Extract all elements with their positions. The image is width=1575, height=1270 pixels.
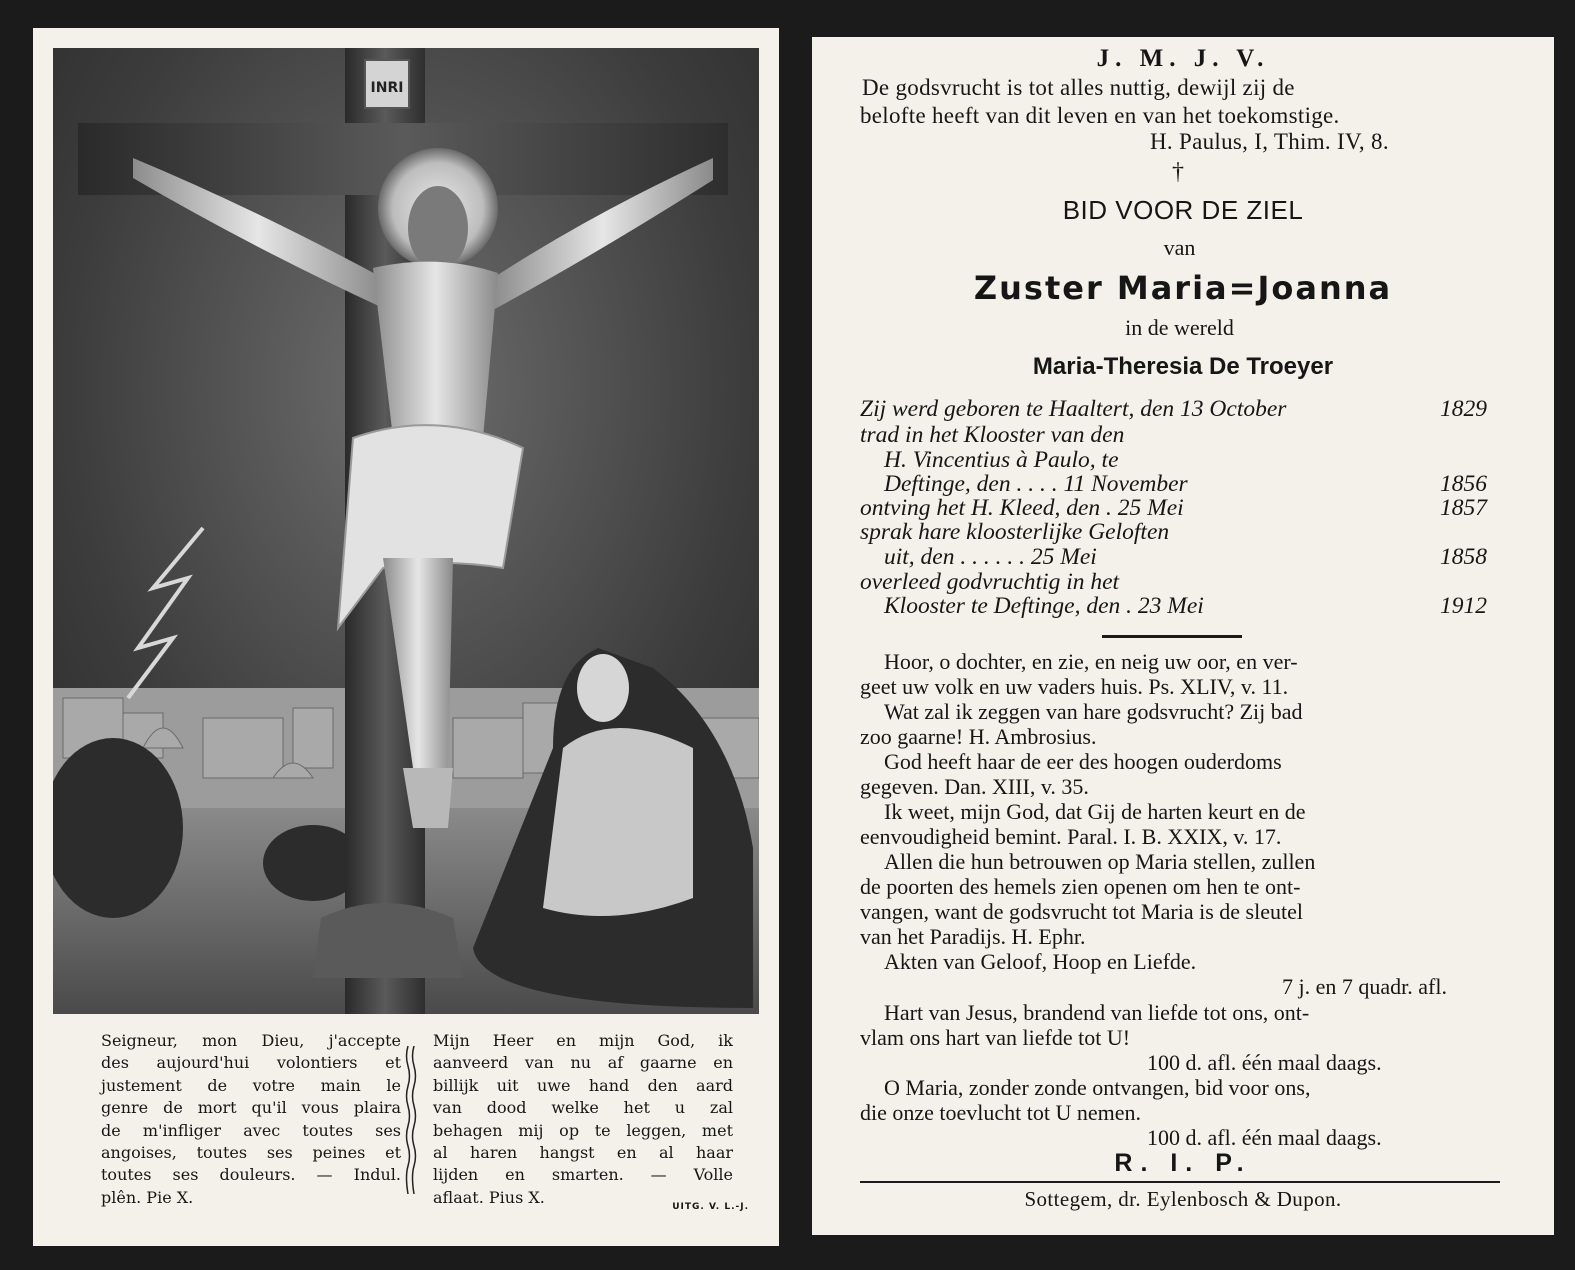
verse-line: de poorten des hemels zien openen om hen te ont- [860,874,1301,899]
bio-line: overleed godvruchtig in het [860,569,1120,595]
bio-line: Deftinge, den . . . . 11 November [884,471,1188,497]
prayer-line: justement de votre main le [101,1075,401,1095]
verse-line: gegeven. Dan. XIII, v. 35. [860,774,1089,799]
bio-year: 1857 [1440,495,1487,521]
monogram: J. M. J. V. [1096,45,1270,72]
epigraph-line-1: De godsvrucht is tot alles nuttig, dewijl zij de [862,75,1295,100]
epigraph-source: H. Paulus, I, Thim. IV, 8. [1150,129,1389,154]
prayer-line: de m'infliger avec toutes ses [101,1120,401,1140]
verse-line: God heeft haar de eer des hoogen ouderdoms [884,749,1282,774]
printer-imprint: Sottegem, dr. Eylenbosch & Dupon. [1024,1187,1342,1211]
bio-year: 1829 [1440,396,1487,422]
in-world-label: in de wereld [1125,315,1234,340]
van-label: van [1163,235,1196,260]
prayer-dutch [433,1030,733,1209]
verse-line: die onze toevlucht tot U nemen. [860,1100,1142,1125]
verse-line: 7 j. en 7 quadr. afl. [1282,974,1447,999]
verse-line: vangen, want de godsvrucht tot Maria is de sleutel [860,899,1303,924]
bio-year: 1858 [1440,544,1487,570]
right-card [812,37,1554,1235]
bio-year: 1856 [1440,471,1487,497]
prayer-line: Mijn Heer en mijn God, ik [433,1031,733,1050]
publisher-mark: UITG. V. L.-J. [672,1202,749,1212]
verse-line: 100 d. afl. één maal daags. [1147,1050,1382,1075]
prayer-line: aanveerd van nu af gaarne en [433,1053,733,1073]
prayer-line: billijk uit uwe hand den aard [433,1075,733,1095]
bio-line: Klooster te Deftinge, den . 23 Mei [884,593,1204,619]
prayer-line: des aujourd'hui volontiers et [101,1053,401,1073]
prayer-line: aflaat. Pius X. [433,1187,545,1207]
cross-icon: † [1172,159,1184,185]
religious-name: Zuster Maria=Joanna [973,269,1393,307]
verse-line: vlam ons hart van liefde tot U! [860,1025,1131,1050]
prayer-line: Seigneur, mon Dieu, j'accepte [101,1031,401,1050]
verse-line: Akten van Geloof, Hoop en Liefde. [884,949,1197,974]
bio-line: uit, den . . . . . . 25 Mei [884,544,1097,570]
verse-line: 100 d. afl. één maal daags. [1147,1125,1382,1150]
verse-line: Hart van Jesus, brandend van liefde tot ons, ont- [884,1000,1310,1025]
rip-label: R. I. P. [1114,1149,1252,1177]
verse-line: O Maria, zonder zonde ontvangen, bid voor ons, [884,1075,1311,1100]
left-card [33,28,779,1246]
verse-line: zoo gaarne! H. Ambrosius. [860,724,1097,749]
prayer-line: angoises, toutes ses peines et [101,1143,401,1163]
crucifixion-illustration [53,48,759,1014]
verse-line: van het Paradijs. H. Ephr. [860,924,1086,949]
verse-line: Ik weet, mijn God, dat Gij de harten keurt en de [884,799,1306,824]
prayer-line: genre de mort qu'il vous plaira [101,1098,401,1118]
verse-line: Allen die hun betrouwen op Maria stellen, zullen [884,849,1316,874]
bio-line: trad in het Klooster van den [860,422,1125,448]
prayer-line: toutes ses douleurs. — Indul. [101,1165,401,1185]
prayer-line: al haren hangst en al haar [433,1143,733,1163]
epigraph-line-2: belofte heeft van dit leven en van het toekomstige. [860,103,1340,128]
bio-line: ontving het H. Kleed, den . 25 Mei [860,495,1184,521]
bio-year: 1912 [1440,593,1487,619]
prayer-divider [405,1046,417,1194]
bio-line: sprak hare kloosterlijke Geloften [860,519,1170,545]
verse-line: geet uw volk en uw vaders huis. Ps. XLIV, v. 11. [860,674,1289,699]
prayer-french [101,1030,401,1209]
bio-line: Zij werd geboren te Haaltert, den 13 October [860,396,1287,422]
worldly-name: Maria-Theresia De Troeyer [1032,353,1334,380]
verse-line: Hoor, o dochter, en zie, en neig uw oor, en ver- [884,649,1298,674]
prayer-line: plên. Pie X. [101,1187,194,1207]
prayer-line: lijden en smarten. — Volle [433,1165,733,1185]
verse-line: eenvoudigheid bemint. Paral. I. B. XXIX, v. 17. [860,824,1282,849]
verse-line: Wat zal ik zeggen van hare godsvrucht? Zij bad [884,699,1303,724]
crucifixion-scene [53,48,759,1014]
bio-line: H. Vincentius à Paulo, te [884,447,1119,473]
separator-rule [1102,635,1242,638]
prayer-line: behagen mij op te leggen, met [433,1120,733,1140]
prayer-section [53,1016,759,1216]
heading: BID VOOR DE ZIEL [1062,195,1304,225]
inri-plaque: INRI [370,80,404,96]
footer-rule [860,1181,1500,1183]
prayer-line: van dood welke het u zal [433,1098,733,1118]
